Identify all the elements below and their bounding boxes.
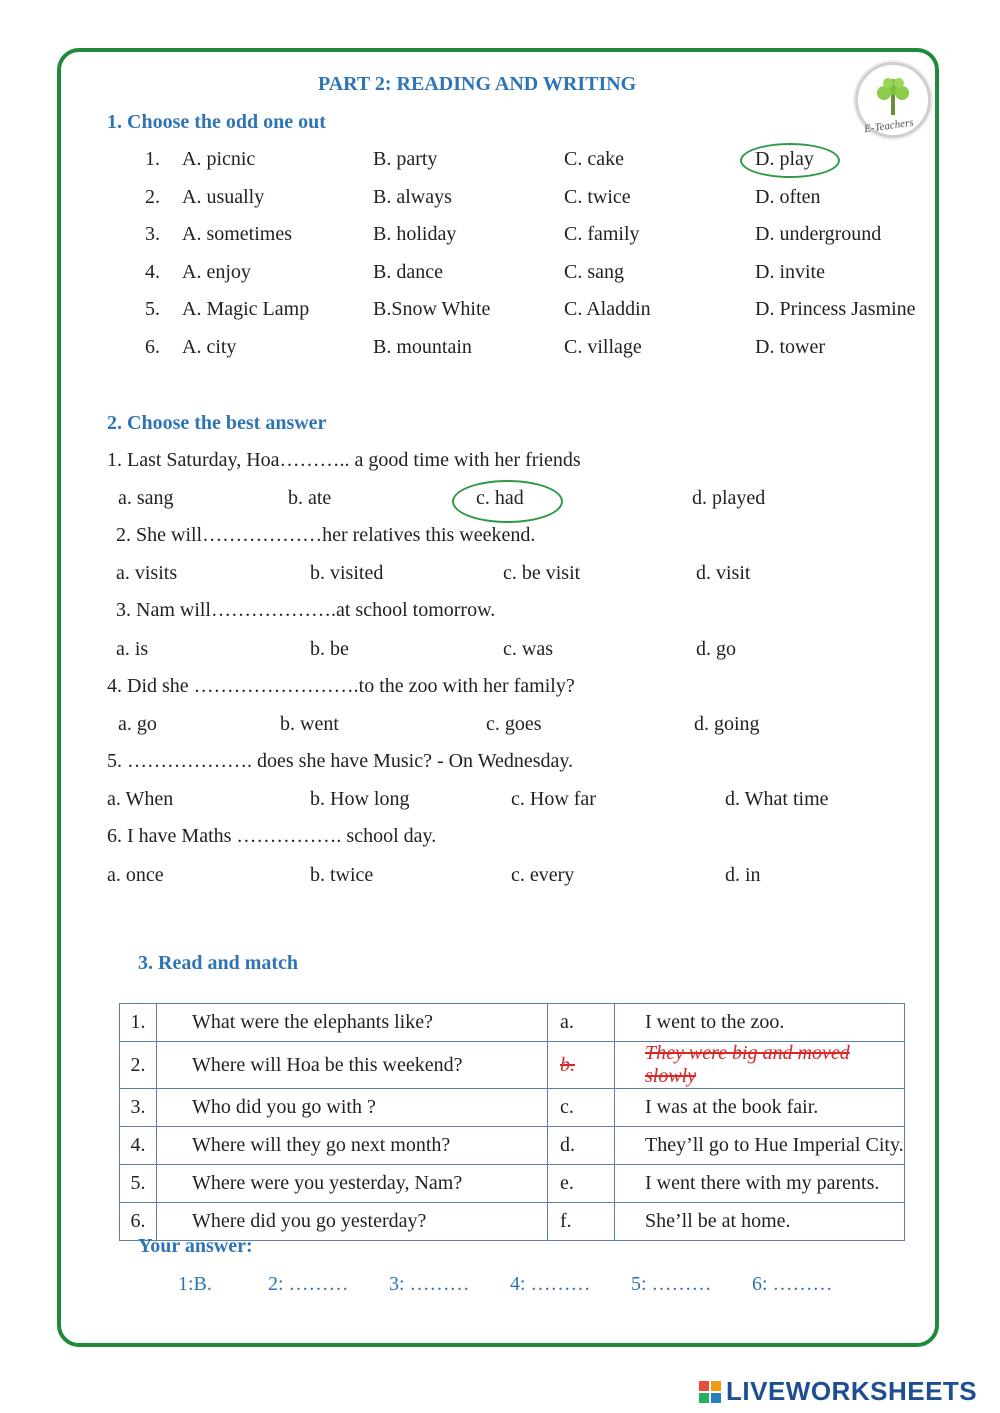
- answer-option-a[interactable]: a. once: [107, 864, 164, 886]
- answer-option-c[interactable]: c. had: [476, 487, 524, 509]
- answer-option-c[interactable]: c. was: [503, 638, 553, 660]
- table-row: [120, 1004, 905, 1042]
- page-title: PART 2: READING AND WRITING: [318, 73, 637, 95]
- answer-option-b[interactable]: b. ate: [288, 487, 332, 509]
- liveworksheets-brand[interactable]: LIVEWORKSHEETS: [726, 1376, 978, 1406]
- odd-option-c[interactable]: C. Aladdin: [564, 298, 651, 320]
- row-number: 3.: [120, 1089, 157, 1127]
- odd-option-a[interactable]: A. usually: [182, 186, 265, 208]
- match-answer: I was at the book fair.: [615, 1089, 905, 1127]
- match-question: Where will Hoa be this weekend?: [157, 1042, 548, 1089]
- odd-option-b[interactable]: B. dance: [373, 261, 443, 283]
- odd-option-c[interactable]: C. village: [564, 336, 642, 358]
- odd-item-number: 4.: [145, 261, 160, 283]
- odd-item-number: 1.: [145, 148, 160, 170]
- odd-option-b[interactable]: B. party: [373, 148, 438, 170]
- odd-option-c[interactable]: C. twice: [564, 186, 631, 208]
- answer-field-2[interactable]: 2: ………: [268, 1273, 349, 1295]
- odd-option-a[interactable]: A. enjoy: [182, 261, 251, 283]
- answer-option-d[interactable]: d. going: [694, 713, 760, 735]
- match-table: [119, 1003, 905, 1241]
- section-3-heading: 3. Read and match: [138, 952, 299, 974]
- match-letter-struck: b.: [548, 1042, 615, 1089]
- odd-option-b[interactable]: B. always: [373, 186, 452, 208]
- match-answer: She’ll be at home.: [615, 1203, 905, 1241]
- match-answer: I went there with my parents.: [615, 1165, 905, 1203]
- match-answer-struck: They were big and moved slowly: [615, 1042, 905, 1089]
- odd-item-number: 6.: [145, 336, 160, 358]
- odd-option-d[interactable]: D. invite: [755, 261, 825, 283]
- match-letter: f.: [548, 1203, 615, 1241]
- question-text: 6. I have Maths ……………. school day.: [107, 825, 437, 847]
- match-letter: a.: [548, 1004, 615, 1042]
- answer-option-a[interactable]: a. When: [107, 788, 174, 810]
- selected-answer-circle: [452, 480, 563, 523]
- odd-item-number: 2.: [145, 186, 160, 208]
- odd-option-c[interactable]: C. cake: [564, 148, 624, 170]
- answer-option-b[interactable]: b. How long: [310, 788, 410, 810]
- match-question: Where will they go next month?: [157, 1127, 548, 1165]
- answer-field-4[interactable]: 4: ………: [510, 1273, 591, 1295]
- table-row: [120, 1089, 905, 1127]
- odd-option-d[interactable]: D. Princess Jasmine: [755, 298, 916, 320]
- answer-field-1[interactable]: 1:B.: [178, 1273, 212, 1295]
- question-text: 5. ………………. does she have Music? - On Wednesday.: [107, 750, 574, 772]
- table-row: [120, 1165, 905, 1203]
- match-question: Where did you go yesterday?: [157, 1203, 548, 1241]
- match-letter: d.: [548, 1127, 615, 1165]
- row-number: 2.: [120, 1042, 157, 1089]
- answer-option-b[interactable]: b. visited: [310, 562, 384, 584]
- answer-field-3[interactable]: 3: ………: [389, 1273, 470, 1295]
- odd-option-a[interactable]: A. picnic: [182, 148, 256, 170]
- answer-option-a[interactable]: a. go: [118, 713, 157, 735]
- answer-option-d[interactable]: d. go: [696, 638, 736, 660]
- odd-option-c[interactable]: C. sang: [564, 261, 624, 283]
- answer-option-d[interactable]: d. played: [692, 487, 766, 509]
- odd-option-c[interactable]: C. family: [564, 223, 640, 245]
- match-letter: e.: [548, 1165, 615, 1203]
- answer-option-b[interactable]: b. be: [310, 638, 349, 660]
- question-text: 2. She will………………her relatives this weekend.: [116, 524, 536, 546]
- answer-option-c[interactable]: c. How far: [511, 788, 596, 810]
- odd-option-b[interactable]: B. mountain: [373, 336, 472, 358]
- liveworksheets-logo-icon: [699, 1381, 721, 1403]
- answer-option-c[interactable]: c. every: [511, 864, 575, 886]
- match-answer: They’ll go to Hue Imperial City.: [615, 1127, 905, 1165]
- logo-text: E-Teachers: [863, 116, 915, 136]
- match-answer: I went to the zoo.: [615, 1004, 905, 1042]
- question-text: 3. Nam will……………….at school tomorrow.: [116, 599, 496, 621]
- answer-option-b[interactable]: b. went: [280, 713, 339, 735]
- question-text: 4. Did she …………………….to the zoo with her family?: [107, 675, 575, 697]
- your-answer-label: Your answer:: [138, 1235, 253, 1257]
- section-1-heading: 1. Choose the odd one out: [107, 111, 326, 133]
- odd-option-a[interactable]: A. Magic Lamp: [182, 298, 310, 320]
- row-number: 1.: [120, 1004, 157, 1042]
- row-number: 4.: [120, 1127, 157, 1165]
- odd-option-d[interactable]: D. play: [755, 148, 814, 170]
- odd-option-d[interactable]: D. tower: [755, 336, 825, 358]
- answer-option-b[interactable]: b. twice: [310, 864, 374, 886]
- answer-option-c[interactable]: c. be visit: [503, 562, 581, 584]
- question-text: 1. Last Saturday, Hoa……….. a good time with her friends: [107, 449, 581, 471]
- match-letter: c.: [548, 1089, 615, 1127]
- answer-field-6[interactable]: 6: ………: [752, 1273, 833, 1295]
- odd-option-d[interactable]: D. often: [755, 186, 821, 208]
- match-question: What were the elephants like?: [157, 1004, 548, 1042]
- selected-answer-circle: [740, 143, 840, 178]
- answer-option-d[interactable]: d. visit: [696, 562, 751, 584]
- section-2-heading: 2. Choose the best answer: [107, 412, 327, 434]
- answer-option-a[interactable]: a. is: [116, 638, 149, 660]
- match-question: Who did you go with ?: [157, 1089, 548, 1127]
- answer-option-a[interactable]: a. sang: [118, 487, 174, 509]
- odd-option-b[interactable]: B. holiday: [373, 223, 457, 245]
- odd-option-a[interactable]: A. sometimes: [182, 223, 292, 245]
- answer-field-5[interactable]: 5: ………: [631, 1273, 712, 1295]
- answer-option-d[interactable]: d. What time: [725, 788, 829, 810]
- answer-option-c[interactable]: c. goes: [486, 713, 542, 735]
- table-row: [120, 1042, 905, 1089]
- row-number: 6.: [120, 1203, 157, 1241]
- table-row: [120, 1127, 905, 1165]
- match-question: Where were you yesterday, Nam?: [157, 1165, 548, 1203]
- odd-item-number: 3.: [145, 223, 160, 245]
- odd-option-d[interactable]: D. underground: [755, 223, 882, 245]
- odd-option-b[interactable]: B.Snow White: [373, 298, 491, 320]
- row-number: 5.: [120, 1165, 157, 1203]
- odd-item-number: 5.: [145, 298, 160, 320]
- odd-option-a[interactable]: A. city: [182, 336, 237, 358]
- answer-option-a[interactable]: a. visits: [116, 562, 178, 584]
- answer-option-d[interactable]: d. in: [725, 864, 761, 886]
